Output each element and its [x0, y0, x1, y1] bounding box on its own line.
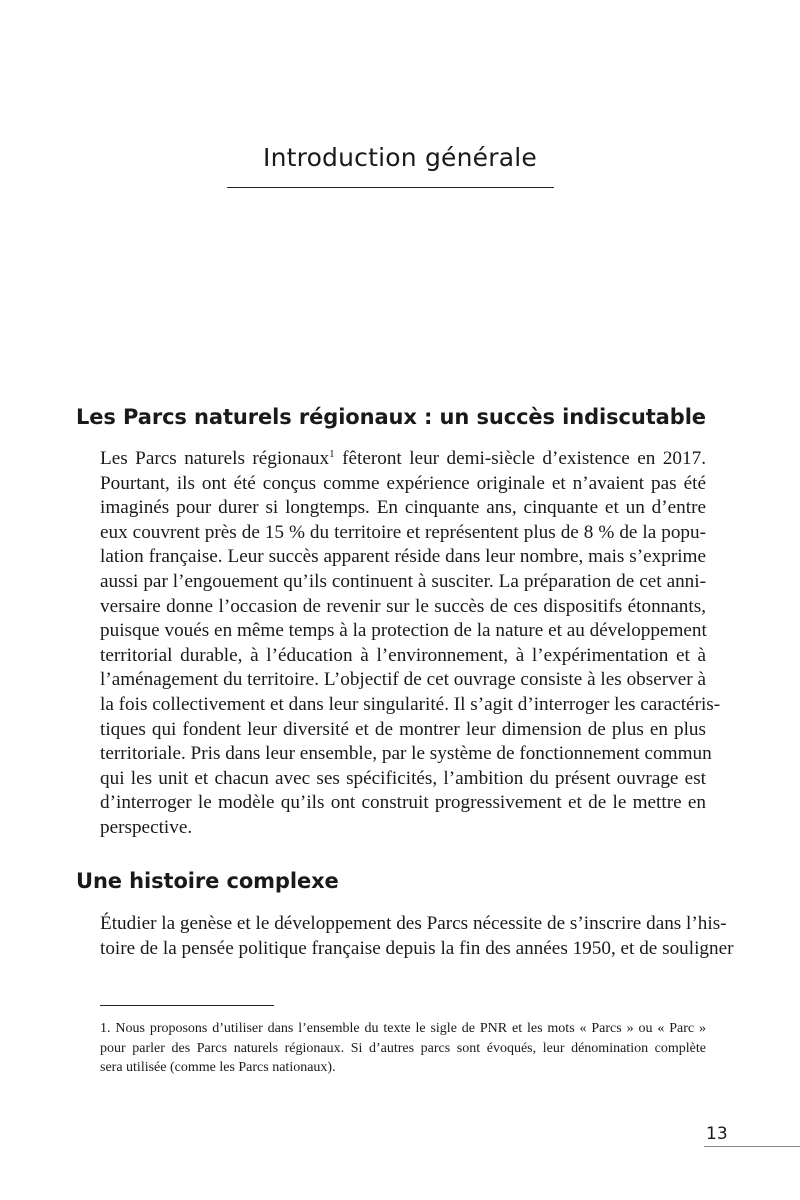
text-line: aussi par l’engouement qu’ils continuent à susciter. La préparation de cet anni-	[100, 570, 706, 592]
text-line: d’interroger le modèle qu’ils ont construit progressivement et de le mettre en	[100, 792, 706, 814]
text-line: versaire donne l’occasion de revenir sur le succès de ces dispositifs étonnants,	[100, 595, 706, 617]
text-run: Les Parcs naturels régionaux	[100, 448, 330, 469]
text-line: territoriale. Pris dans leur ensemble, par le système de fonctionnement commun	[100, 743, 712, 765]
paragraph-histoire	[100, 912, 734, 961]
text-line: Pourtant, ils ont été conçus comme expérience originale et n’avaient pas été	[100, 472, 706, 494]
footnote-line: sera utilisée (comme les Parcs nationaux).	[100, 1060, 336, 1075]
text-line: puisque voués en même temps à la protection de la nature et au développement	[100, 620, 707, 642]
text-line: toire de la pensée politique française depuis la fin des années 1950, et de souligner	[100, 937, 734, 959]
text-line: l’aménagement du territoire. L’objectif de cet ouvrage consiste à les observer à	[100, 669, 706, 691]
text-run: fêteront leur demi-siècle d’existence en 2017.	[342, 448, 706, 469]
footnote-separator	[100, 1005, 274, 1006]
title-underline	[227, 187, 554, 188]
text-line: qui les unit et chacun avec ses spécificités, l’ambition du présent ouvrage est	[100, 767, 706, 789]
chapter-title: Introduction générale	[263, 143, 537, 172]
text-line: perspective.	[100, 816, 193, 838]
text-line: tiques qui fondent leur diversité et de montrer leur dimension de plus en plus	[100, 718, 706, 740]
page-number-rule	[704, 1146, 800, 1147]
footnote-line: pour parler des Parcs naturels régionaux. Si d’autres parcs sont évoqués, leur dénomination complète	[100, 1040, 706, 1056]
paragraph-parcs-succes	[100, 447, 721, 841]
text-line	[100, 447, 706, 472]
text-line: la fois collectivement et dans leur singularité. Il s’agit d’interroger les caractéris-	[100, 693, 721, 715]
footnote	[100, 1019, 706, 1078]
section-heading-histoire: Une histoire complexe	[76, 869, 339, 893]
text-line: lation française. Leur succès apparent réside dans leur nombre, mais s’exprime	[100, 546, 706, 568]
text-line: imaginés pour durer si longtemps. En cinquante ans, cinquante et un d’entre	[100, 497, 706, 519]
text-line: territorial durable, à l’éducation à l’environnement, à l’expérimentation et à	[100, 644, 706, 666]
text-line: Étudier la genèse et le développement des Parcs nécessite de s’inscrire dans l’his-	[100, 913, 727, 934]
page-number: 13	[706, 1124, 728, 1144]
footnote-reference: 1	[329, 448, 335, 460]
footnote-line: 1. Nous proposons d’utiliser dans l’ensemble du texte le sigle de PNR et les mots « Parcs » ou « Parc »	[100, 1021, 706, 1036]
text-line: eux couvrent près de 15 % du territoire et représentent plus de 8 % de la popu-	[100, 521, 706, 543]
section-heading-parcs-succes: Les Parcs naturels régionaux : un succès indiscutable	[76, 405, 706, 429]
